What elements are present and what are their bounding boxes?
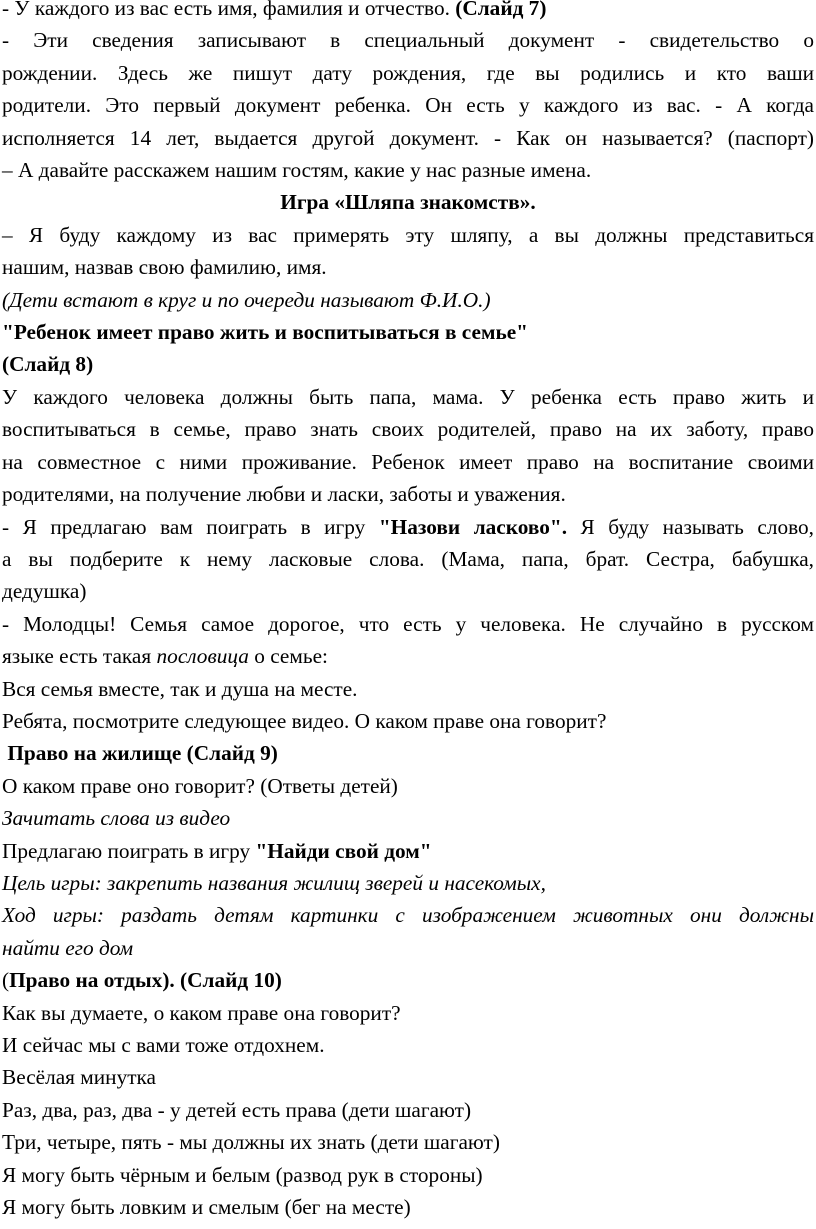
text-line: Как вы думаете, о каком праве она говорит?	[2, 1000, 401, 1025]
game-procedure: Ход игры: раздать детям картинки с изображением животных они должны	[2, 903, 814, 928]
text-run: (	[2, 968, 10, 993]
text-line: родителями, на получение любви и ласки, заботы и уважения.	[2, 482, 566, 507]
text-line: рождении. Здесь же пишут дату рождения, где вы родились и кто ваши	[2, 60, 814, 85]
slide-ref: (Слайд 8)	[2, 352, 94, 377]
rhyme-line: Я могу быть чёрным и белым (развод рук в стороны)	[2, 1162, 483, 1187]
text-run: - У каждого из вас есть имя, фамилия и отчество.	[2, 0, 456, 20]
section-heading: "Ребенок имеет право жить и воспитываться в семье"	[2, 320, 528, 345]
text-line: дедушка)	[2, 579, 87, 604]
text-run: - Я предлагаю вам поиграть в игру	[2, 514, 379, 539]
text-line: нашим, назвав свою фамилию, имя.	[2, 255, 327, 280]
text-line: - Эти сведения записывают в специальный документ - свидетельство о	[2, 28, 814, 53]
text-line	[2, 511, 814, 543]
slide-ref: (Слайд 7)	[455, 0, 547, 20]
text-run: языке есть такая	[2, 644, 157, 669]
game-goal: Цель игры: закрепить названия жилищ зверей и насекомых,	[2, 870, 546, 895]
text-line: У каждого человека должны быть папа, мама. У ребенка есть право жить и	[2, 384, 814, 409]
text-line: а вы подберите к нему ласковые слова. (Мама, папа, брат. Сестра, бабушка,	[2, 546, 814, 571]
game-heading: Игра «Шляпа знакомств».	[280, 190, 536, 215]
rhyme-line: Раз, два, раз, два - у детей есть права (дети шагают)	[2, 1097, 472, 1122]
text-line	[2, 835, 814, 867]
stage-direction: (Дети встают в круг и по очереди называют Ф.И.О.)	[2, 287, 491, 312]
text-line: Ребята, посмотрите следующее видео. О каком праве она говорит?	[2, 708, 607, 733]
game-title: "Найди свой дом"	[255, 838, 432, 863]
rhyme-line: Три, четыре, пять - мы должны их знать (дети шагают)	[2, 1130, 500, 1155]
text-line: исполняется 14 лет, выдается другой документ. - Как он называется? (паспорт)	[2, 125, 814, 150]
text-run: Предлагаю поиграть в игру	[2, 838, 256, 863]
text-run: о семье:	[248, 644, 328, 669]
section-heading	[2, 964, 814, 996]
game-title: "Назови ласково".	[378, 514, 568, 539]
text-line	[2, 0, 814, 24]
emphasis: пословица	[156, 644, 249, 669]
text-line: родители. Это первый документ ребенка. Он есть у каждого из вас. - А когда	[2, 93, 814, 118]
section-heading: Право на жилище (Слайд 9)	[2, 741, 278, 766]
text-line: Весёлая минутка	[2, 1065, 156, 1090]
text-line: - Молодцы! Семья самое дорогое, что есть у человека. Не случайно в русском	[2, 611, 814, 636]
text-line: – А давайте расскажем нашим гостям, какие у нас разные имена.	[2, 158, 592, 183]
text-line	[2, 640, 814, 672]
text-line: воспитываться в семье, право знать своих родителей, право на их заботу, право	[2, 417, 814, 442]
proverb: Вся семья вместе, так и душа на месте.	[2, 676, 358, 701]
heading-text: Право на отдых). (Слайд 10)	[9, 968, 282, 993]
stage-direction: Зачитать слова из видео	[2, 806, 231, 831]
document-body	[2, 0, 814, 1223]
text-line: О каком праве оно говорит? (Ответы детей)	[2, 773, 398, 798]
text-line: на совместное с ними проживание. Ребенок имеет право на воспитание своими	[2, 449, 814, 474]
game-procedure: найти его дом	[2, 935, 134, 960]
text-line: И сейчас мы с вами тоже отдохнем.	[2, 1033, 325, 1057]
text-line: – Я буду каждому из вас примерять эту шляпу, а вы должны представиться	[2, 222, 814, 247]
text-run: Я буду называть слово,	[567, 514, 815, 539]
rhyme-line: Я могу быть ловким и смелым (бег на месте)	[2, 1195, 411, 1220]
